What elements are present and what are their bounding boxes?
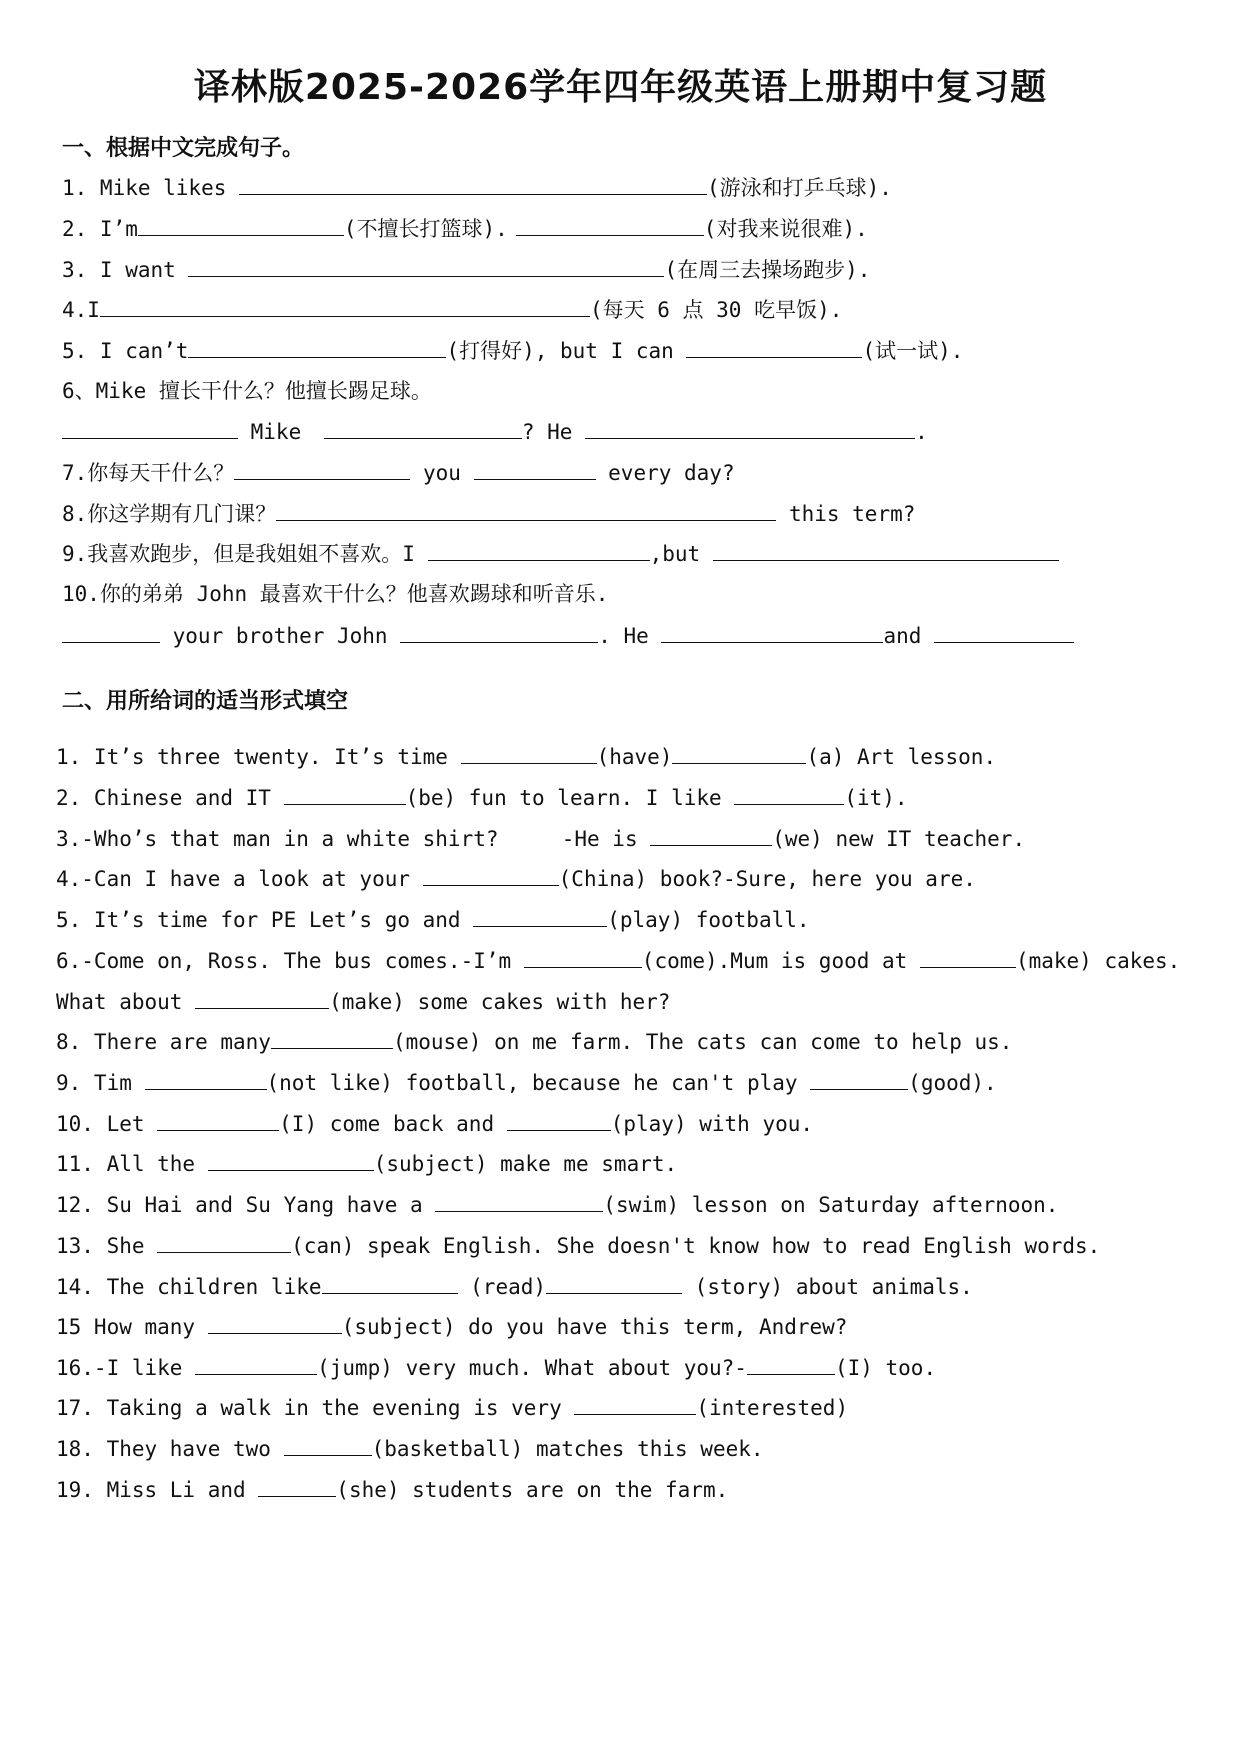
s1-q10-prompt: 10.你的弟弟 John 最喜欢干什么？他喜欢踢球和听音乐. — [62, 582, 609, 606]
s1-q9-prompt: 9.我喜欢跑步，但是我姐姐不喜欢。I — [62, 542, 428, 566]
s2-q16-text-b: (jump) very much. What about you?- — [317, 1356, 747, 1380]
s2-q3-text-b: (we) new IT teacher. — [772, 827, 1026, 851]
s1-q6-text-b: ? He — [521, 420, 586, 444]
s2-question-8 — [56, 1026, 1012, 1057]
answer-blank[interactable] — [546, 1271, 682, 1294]
s2-question-14 — [56, 1271, 973, 1302]
s2-q12-text-a: 12. Su Hai and Su Yang have a — [56, 1193, 436, 1217]
s2-q16-text-c: (I) too. — [834, 1356, 937, 1380]
answer-blank[interactable] — [145, 1067, 267, 1090]
s2-question-11 — [56, 1148, 677, 1179]
answer-blank[interactable] — [461, 741, 597, 764]
s2-q17-text-a: 17. Taking a walk in the evening is very — [56, 1396, 575, 1420]
s1-question-10-answer — [62, 620, 1074, 651]
s2-q13-text-b: (can) speak English. She doesn't know how to read English words. — [291, 1234, 1101, 1258]
answer-blank[interactable] — [435, 1189, 603, 1212]
s1-q7-text-a: you — [410, 461, 474, 485]
answer-blank[interactable] — [322, 1271, 458, 1294]
s2-q18-text-a: 18. They have two — [56, 1437, 284, 1461]
s2-q1-text-c: (a) Art lesson. — [806, 745, 997, 769]
s1-question-2 — [62, 213, 868, 244]
s1-q10-text-b: . He — [598, 624, 662, 648]
s2-question-12 — [56, 1189, 1058, 1220]
s2-q4-text-a: 4.-Can I have a look at your — [56, 867, 423, 891]
answer-blank[interactable] — [686, 335, 862, 358]
answer-blank[interactable] — [62, 620, 160, 643]
s2-q17-text-b: (interested) — [696, 1396, 849, 1420]
answer-blank[interactable] — [239, 172, 707, 195]
s2-question-18 — [56, 1433, 764, 1464]
answer-blank[interactable] — [574, 1392, 696, 1415]
s2-q2-text-c: (it). — [844, 786, 908, 810]
answer-blank[interactable] — [138, 213, 344, 236]
section-2-heading: 二、用所给词的适当形式填空 — [62, 689, 349, 714]
s1-q7-prompt: 7.你每天干什么？ — [62, 461, 235, 485]
s2-q6-text-b: (come).Mum is good at — [641, 949, 920, 973]
s2-q10-text-c: (play) with you. — [610, 1112, 814, 1136]
answer-blank[interactable] — [661, 620, 883, 643]
answer-blank[interactable] — [258, 1474, 336, 1497]
s2-q5-text-a: 5. It’s time for PE Let’s go and — [56, 908, 474, 932]
s1-q8-prompt: 8.你这学期有几门课？ — [62, 502, 277, 526]
answer-blank[interactable] — [524, 945, 642, 968]
s1-q8-text-a: this term? — [776, 502, 916, 526]
s1-q10-text-c: and — [883, 624, 935, 648]
s1-question-8 — [62, 498, 915, 529]
s1-question-4 — [62, 294, 842, 325]
s2-q14-text-c: (story) about animals. — [682, 1275, 973, 1299]
answer-blank[interactable] — [516, 213, 704, 236]
answer-blank[interactable] — [423, 863, 559, 886]
answer-blank[interactable] — [276, 498, 776, 521]
s2-q1-text-a: 1. It’s three twenty. It’s time — [56, 745, 461, 769]
s2-q11-text-b: (subject) make me smart. — [373, 1152, 678, 1176]
answer-blank[interactable] — [585, 416, 915, 439]
s2-q6-text-c: (make) cakes. — [1015, 949, 1181, 973]
s2-q13-text-a: 13. She — [56, 1234, 158, 1258]
answer-blank[interactable] — [188, 254, 664, 277]
s2-q11-text-a: 11. All the — [56, 1152, 208, 1176]
answer-blank[interactable] — [400, 620, 598, 643]
answer-blank[interactable] — [157, 1108, 279, 1131]
s2-question-17 — [56, 1392, 848, 1423]
s1-question-1 — [62, 172, 892, 203]
s1-q2-text-b: (不擅长打篮球). — [343, 217, 508, 241]
answer-blank[interactable] — [195, 986, 329, 1009]
s2-question-15 — [56, 1311, 847, 1342]
s1-question-7 — [62, 457, 735, 488]
answer-blank[interactable] — [747, 1352, 835, 1375]
answer-blank[interactable] — [650, 823, 772, 846]
answer-blank[interactable] — [810, 1067, 908, 1090]
s2-q4-text-b: (China) book?-Sure, here you are. — [558, 867, 976, 891]
s2-q9-text-c: (good). — [908, 1071, 997, 1095]
s2-q2-text-a: 2. Chinese and IT — [56, 786, 284, 810]
s1-q6-prompt: 6、Mike 擅长干什么？他擅长踢足球。 — [62, 379, 432, 403]
answer-blank[interactable] — [734, 782, 844, 805]
s2-q15-text-b: (subject) do you have this term, Andrew? — [341, 1315, 848, 1339]
answer-blank[interactable] — [934, 620, 1074, 643]
s2-q6b-text-b: (make) some cakes with her? — [329, 990, 671, 1014]
s2-q5-text-b: (play) football. — [607, 908, 810, 932]
s1-q5-text-b: (打得好), but I can — [446, 339, 687, 363]
s2-question-19 — [56, 1474, 728, 1505]
s1-question-9 — [62, 538, 1059, 569]
s2-question-10 — [56, 1108, 813, 1139]
answer-blank[interactable] — [195, 1352, 317, 1375]
answer-blank[interactable] — [157, 1230, 291, 1253]
s2-q8-text-b: (mouse) on me farm. The cats can come to help us. — [392, 1030, 1013, 1054]
s2-question-13 — [56, 1230, 1100, 1261]
s1-question-6-answer — [62, 416, 928, 447]
answer-blank[interactable] — [324, 416, 522, 439]
s2-q15-text-a: 15 How many — [56, 1315, 208, 1339]
s1-question-5 — [62, 335, 963, 366]
s2-q8-text-a: 8. There are many — [56, 1030, 271, 1054]
s2-question-6-cont — [56, 986, 670, 1017]
s2-q1-text-b: (have) — [596, 745, 673, 769]
s1-q5-text-c: (试一试). — [862, 339, 964, 363]
s2-q19-text-b: (she) students are on the farm. — [336, 1478, 729, 1502]
s2-question-1 — [56, 741, 996, 772]
s1-question-10 — [62, 579, 608, 609]
answer-blank[interactable] — [713, 538, 1059, 561]
s2-q9-text-b: (not like) football, because he can't play — [266, 1071, 811, 1095]
answer-blank[interactable] — [284, 1433, 372, 1456]
section-1-heading: 一、根据中文完成句子。 — [62, 136, 305, 161]
s1-q4-text-a: 4.I — [62, 298, 100, 322]
s1-q3-text-b: (在周三去操场跑步). — [664, 258, 871, 282]
s1-q1-text-a: 1. Mike likes — [62, 176, 240, 200]
answer-blank[interactable] — [473, 904, 607, 927]
s2-q16-text-a: 16.-I like — [56, 1356, 196, 1380]
s1-q2-text-a: 2. I’m — [62, 217, 138, 241]
answer-blank[interactable] — [271, 1026, 393, 1049]
answer-blank[interactable] — [284, 782, 406, 805]
s2-question-4 — [56, 863, 976, 894]
answer-blank[interactable] — [188, 335, 446, 358]
page-title: 译林版2025-2026学年四年级英语上册期中复习题 — [193, 67, 1048, 108]
s2-q9-text-a: 9. Tim — [56, 1071, 145, 1095]
s2-q12-text-b: (swim) lesson on Saturday afternoon. — [603, 1193, 1059, 1217]
s2-question-9 — [56, 1067, 997, 1098]
answer-blank[interactable] — [234, 457, 410, 480]
s1-q4-text-b: (每天 6 点 30 吃早饭). — [589, 298, 843, 322]
s2-q6b-text-a: What about — [56, 990, 196, 1014]
s1-q6-text-c: . — [915, 420, 928, 444]
s2-q10-text-b: (I) come back and — [279, 1112, 507, 1136]
s1-question-6 — [62, 376, 432, 406]
answer-blank[interactable] — [672, 741, 806, 764]
s1-q5-text-a: 5. I can’t — [62, 339, 189, 363]
s1-q6-text-a: Mike — [238, 420, 314, 444]
s2-question-3 — [56, 823, 1025, 854]
s2-q6-text-a: 6.-Come on, Ross. The bus comes.-I’m — [56, 949, 524, 973]
s2-q10-text-a: 10. Let — [56, 1112, 158, 1136]
s2-question-16 — [56, 1352, 936, 1383]
answer-blank[interactable] — [208, 1311, 342, 1334]
answer-blank[interactable] — [208, 1148, 374, 1171]
s2-question-5 — [56, 904, 810, 935]
s1-q7-text-b: every day? — [595, 461, 735, 485]
s2-q3-text-a: 3.-Who’s that man in a white shirt? -He is — [56, 827, 651, 851]
answer-blank[interactable] — [428, 538, 650, 561]
answer-blank[interactable] — [100, 294, 590, 317]
s1-q1-text-b: (游泳和打乒乓球). — [707, 176, 892, 200]
s1-question-3 — [62, 254, 870, 285]
s2-q14-text-b: (read) — [457, 1275, 547, 1299]
s2-question-6 — [56, 945, 1180, 976]
s1-q2-text-c: (对我来说很难). — [703, 217, 868, 241]
s1-q9-text-a: ,but — [649, 542, 713, 566]
answer-blank[interactable] — [507, 1108, 611, 1131]
s1-q10-text-a: your brother John — [160, 624, 401, 648]
answer-blank[interactable] — [62, 416, 238, 439]
s2-q18-text-b: (basketball) matches this week. — [371, 1437, 764, 1461]
s2-question-2 — [56, 782, 908, 813]
s2-q2-text-b: (be) fun to learn. I like — [405, 786, 735, 810]
answer-blank[interactable] — [474, 457, 596, 480]
s2-q19-text-a: 19. Miss Li and — [56, 1478, 259, 1502]
answer-blank[interactable] — [920, 945, 1016, 968]
s2-q14-text-a: 14. The children like — [56, 1275, 322, 1299]
s1-q3-text-a: 3. I want — [62, 258, 189, 282]
